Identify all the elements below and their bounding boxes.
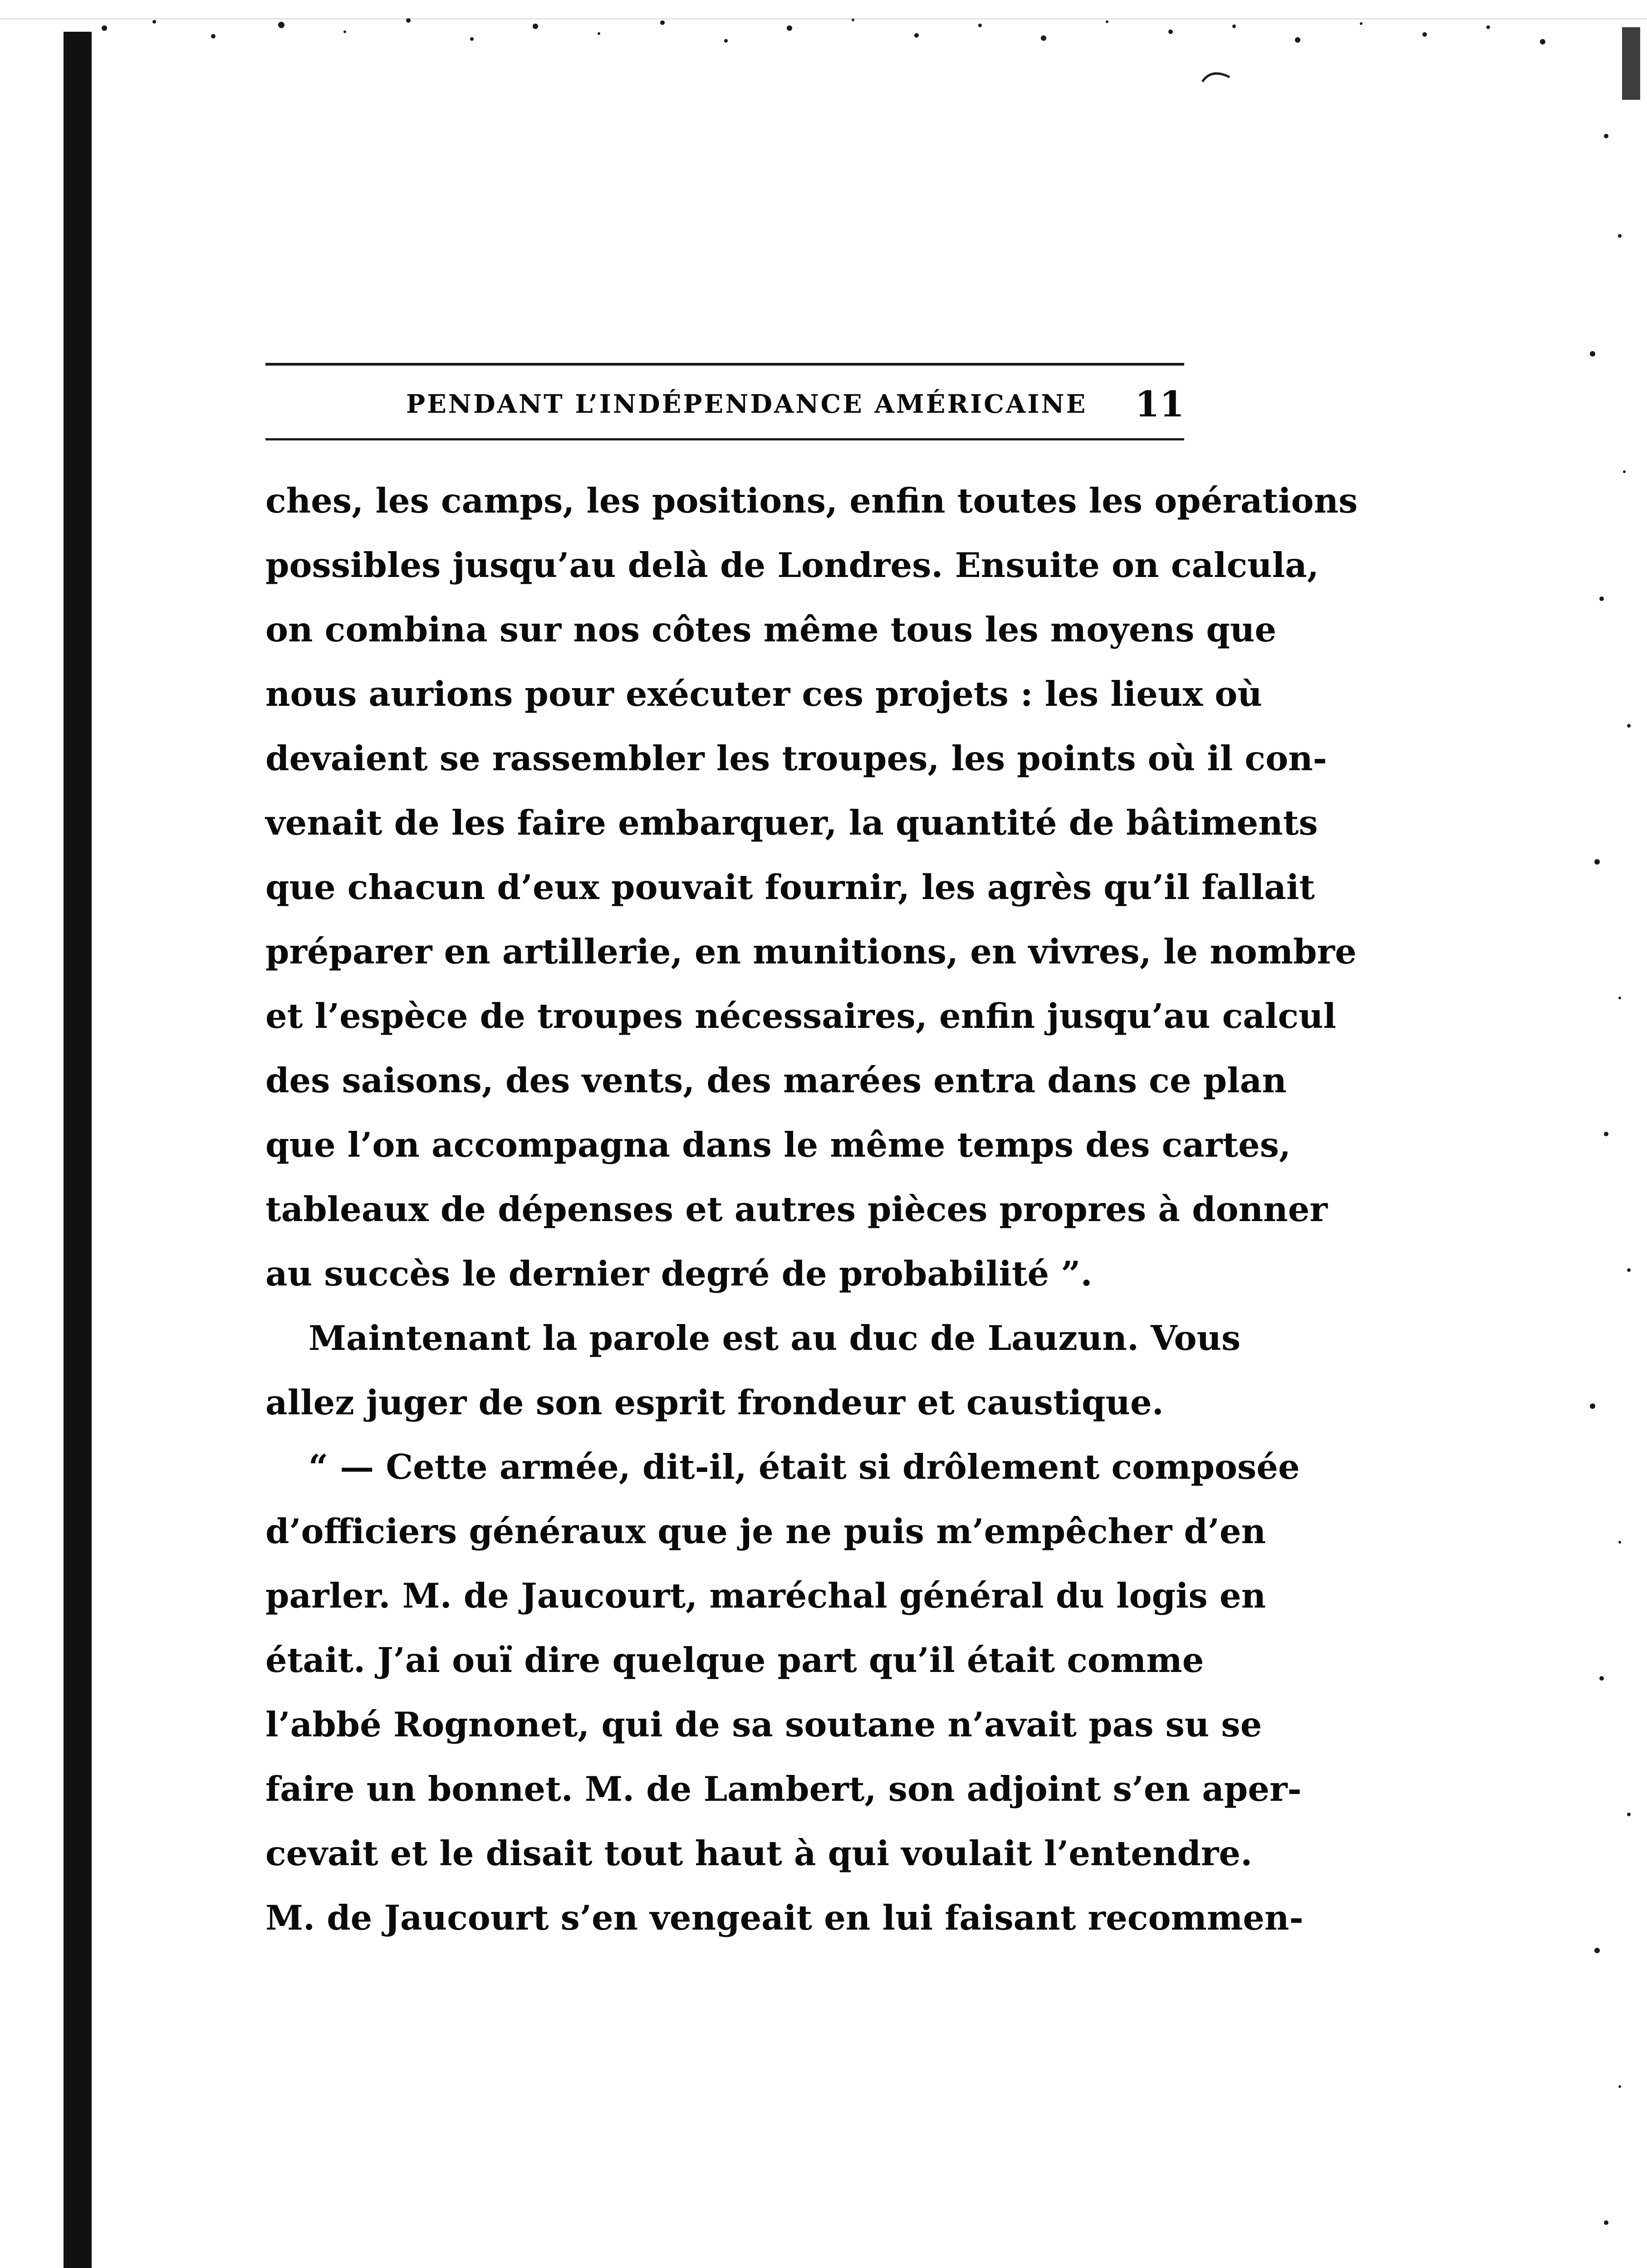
text-line: ches, les camps, les positions, enfin toutes les opérations [265,481,1358,521]
book-page [265,363,1358,1950]
text-line: venait de les faire embarquer, la quantité de bâtiments [265,803,1318,843]
scan-noise-right [1565,0,1647,2268]
text-line: Maintenant la parole est au duc de Lauzun. Vous [309,1318,1241,1358]
header-rule-bottom [265,438,1184,440]
text-line: allez juger de son esprit frondeur et caustique. [265,1383,1164,1422]
text-line: d’officiers généraux que je ne puis m’empêcher d’en [265,1511,1266,1551]
text-line: cevait et le disait tout haut à qui voulait l’entendre. [265,1833,1253,1873]
body-text [265,469,1358,1950]
scan-noise-top [0,0,1647,95]
text-line: tableaux de dépenses et autres pièces propres à donner [265,1189,1328,1229]
text-line: était. J’ai ouï dire quelque part qu’il était comme [265,1640,1204,1680]
text-line: l’abbé Rognonet, qui de sa soutane n’avait pas su se [265,1705,1262,1745]
text-line: et l’espèce de troupes nécessaires, enfin jusqu’au calcul [265,996,1337,1036]
text-line: préparer en artillerie, en munitions, en vivres, le nombre [265,932,1357,972]
paragraph-1 [265,469,1358,1306]
paragraph-3 [265,1435,1304,1950]
paragraph-2 [265,1306,1241,1435]
text-line: nous aurions pour exécuter ces projets : les lieux où [265,674,1262,714]
running-head: PENDANT L’INDÉPENDANCE AMÉRICAINE [406,389,1088,419]
binding-edge [64,32,92,2268]
text-line: M. de Jaucourt s’en vengeait en lui faisant recommen- [265,1898,1304,1938]
text-line: que l’on accompagna dans le même temps des cartes, [265,1125,1291,1165]
running-header [265,366,1184,438]
text-line: possibles jusqu’au delà de Londres. Ensuite on calcula, [265,545,1319,585]
text-line: au succès le dernier degré de probabilité ”. [265,1254,1093,1294]
text-line: devaient se rassembler les troupes, les points où il con- [265,738,1327,778]
text-line: des saisons, des vents, des marées entra dans ce plan [265,1061,1287,1100]
text-line: on combina sur nos côtes même tous les moyens que [265,610,1277,650]
text-line: faire un bonnet. M. de Lambert, son adjoint s’en aper- [265,1769,1302,1809]
text-line: “ — Cette armée, dit-il, était si drôlement composée [309,1447,1300,1487]
text-line: parler. M. de Jaucourt, maréchal général du logis en [265,1576,1266,1616]
page-number: 11 [1135,384,1184,425]
text-line: que chacun d’eux pouvait fournir, les agrès qu’il fallait [265,867,1315,907]
